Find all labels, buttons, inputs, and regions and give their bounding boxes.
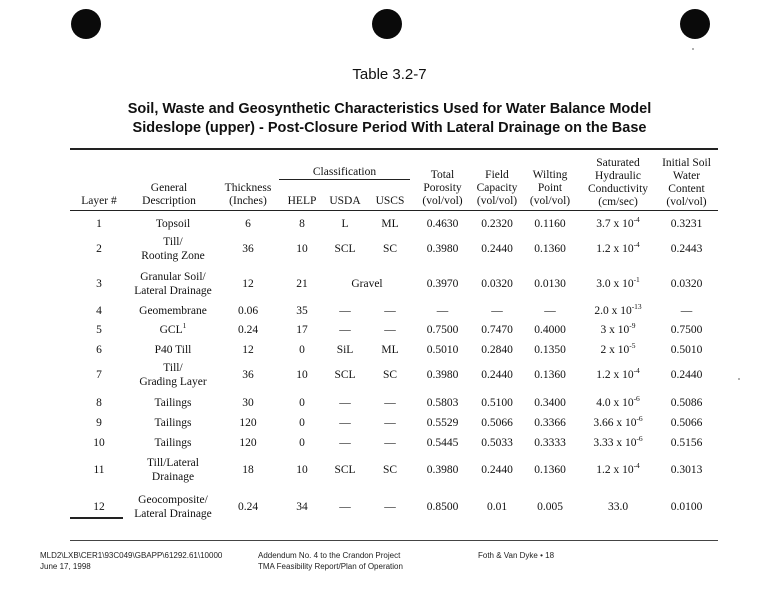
binder-hole xyxy=(71,9,101,39)
cell-thickness: 0.06 xyxy=(237,305,259,317)
cell-initial-water-content: 0.3013 xyxy=(670,464,703,476)
binder-hole xyxy=(372,9,402,39)
cell-thickness: 36 xyxy=(242,369,254,381)
cell-layer: 1 xyxy=(96,218,102,230)
table-row xyxy=(0,215,779,233)
cell-saturated-conductivity: 1.2 x $10^{-4}$ xyxy=(596,240,640,255)
cell-total-porosity: 0.4630 xyxy=(426,218,459,230)
binder-hole xyxy=(680,9,710,39)
footer-rule xyxy=(70,540,718,541)
cell-initial-water-content: 0.2443 xyxy=(670,243,703,255)
cell-uscs: ML xyxy=(381,344,399,356)
cell-initial-water-content: 0.2440 xyxy=(670,369,703,381)
cell-uscs: — xyxy=(384,397,396,409)
cell-uscs: SC xyxy=(382,369,398,381)
cell-field-capacity: — xyxy=(491,305,503,317)
cell-thickness: 18 xyxy=(242,464,254,476)
cell-wilting-point: 0.1360 xyxy=(534,369,566,381)
cell-thickness: 120 xyxy=(239,417,257,429)
cell-layer: 2 xyxy=(96,243,102,255)
header-general-description: General Description xyxy=(142,182,196,207)
cell-description: Tailings xyxy=(154,417,192,429)
cell-help: 10 xyxy=(296,243,308,255)
cell-layer: 11 xyxy=(93,464,105,476)
cell-uscs: SC xyxy=(382,243,398,255)
header-field-capacity: Field Capacity (vol/vol) xyxy=(476,169,518,207)
cell-field-capacity: 0.01 xyxy=(486,501,508,513)
cell-saturated-conductivity: 3.66 x $10^{-6}$ xyxy=(593,414,643,429)
cell-wilting-point: 0.1160 xyxy=(534,218,566,230)
cell-total-porosity: 0.5445 xyxy=(426,437,459,449)
cell-saturated-conductivity: 1.2 x $10^{-4}$ xyxy=(596,461,640,476)
cell-help: 10 xyxy=(296,369,308,381)
header-help: HELP xyxy=(287,195,317,207)
cell-total-porosity: 0.5529 xyxy=(426,417,459,429)
cell-saturated-conductivity: 3.7 x $10^{-4}$ xyxy=(596,215,640,230)
header-wilting-point: Wilting Point (vol/vol) xyxy=(529,169,571,207)
cell-wilting-point: 0.1360 xyxy=(534,464,566,476)
cell-initial-water-content: 0.5066 xyxy=(670,417,703,429)
footnote-marker: 1 xyxy=(182,321,187,331)
cell-help: 0 xyxy=(299,397,305,409)
cell-field-capacity: 0.2440 xyxy=(481,243,513,255)
footer-page-number: Foth & Van Dyke • 18 xyxy=(478,551,555,560)
table-title-line1: Soil, Waste and Geosynthetic Characteristics Used for Water Balance Model xyxy=(127,101,652,117)
cell-description: Geocomposite/ Lateral Drainage xyxy=(134,494,212,520)
cell-saturated-conductivity: 3.33 x $10^{-6}$ xyxy=(593,434,643,449)
cell-initial-water-content: 0.7500 xyxy=(670,324,703,336)
table-row xyxy=(0,341,779,359)
cell-description: Tailings xyxy=(154,397,192,409)
cell-description: Granular Soil/ Lateral Drainage xyxy=(134,271,212,297)
cell-total-porosity: 0.5803 xyxy=(426,397,459,409)
cell-saturated-conductivity: 2.0 x $10^{-13}$ xyxy=(594,302,642,317)
cell-wilting-point: 0.0130 xyxy=(534,278,566,290)
cell-usda: — xyxy=(339,305,351,317)
cell-help: 10 xyxy=(296,464,308,476)
cell-field-capacity: 0.5033 xyxy=(481,437,513,449)
cell-help: 34 xyxy=(296,501,308,513)
cell-uscs: — xyxy=(384,305,396,317)
footnote-rule xyxy=(70,517,123,519)
cell-help: 35 xyxy=(296,305,308,317)
cell-initial-water-content: 0.5010 xyxy=(670,344,703,356)
header-initial-soil-water-content: Initial Soil Water Content (vol/vol) xyxy=(662,157,711,208)
cell-field-capacity: 0.5100 xyxy=(481,397,513,409)
cell-uscs: — xyxy=(384,324,396,336)
cell-saturated-conductivity: 1.2 x $10^{-4}$ xyxy=(596,366,640,381)
cell-saturated-conductivity: 33.0 xyxy=(607,501,629,513)
cell-thickness: 0.24 xyxy=(237,501,259,513)
cell-help: 17 xyxy=(296,324,308,336)
cell-usda: SCL xyxy=(334,464,356,476)
cell-total-porosity: — xyxy=(436,305,449,317)
cell-usda: — xyxy=(339,437,351,449)
cell-layer: 5 xyxy=(96,324,102,336)
cell-saturated-conductivity: 4.0 x $10^{-6}$ xyxy=(596,394,640,409)
cell-usda-uscs: Gravel xyxy=(351,278,383,290)
cell-field-capacity: 0.0320 xyxy=(481,278,513,290)
header-thickness: Thickness (Inches) xyxy=(224,182,272,207)
cell-initial-water-content: 0.0320 xyxy=(670,278,703,290)
table-row xyxy=(0,433,779,453)
cell-total-porosity: 0.3980 xyxy=(426,369,459,381)
cell-wilting-point: 0.4000 xyxy=(534,324,566,336)
cell-description: Topsoil xyxy=(155,218,191,230)
cell-thickness: 12 xyxy=(242,278,254,290)
header-uscs: USCS xyxy=(375,195,405,207)
cell-uscs: — xyxy=(384,501,396,513)
cell-description: Till/ Grading Layer xyxy=(139,362,207,388)
table-row xyxy=(0,413,779,433)
cell-wilting-point: 0.3333 xyxy=(534,437,566,449)
cell-thickness: 120 xyxy=(239,437,257,449)
table-row xyxy=(0,302,779,320)
cell-usda: SCL xyxy=(334,369,356,381)
table-row xyxy=(0,453,779,487)
cell-usda: — xyxy=(339,397,351,409)
cell-wilting-point: 0.1350 xyxy=(534,344,566,356)
cell-layer: 10 xyxy=(93,437,105,449)
table-row xyxy=(0,360,779,390)
cell-layer: 4 xyxy=(96,305,102,317)
header-usda: USDA xyxy=(329,195,361,207)
cell-help: 0 xyxy=(299,437,305,449)
cell-thickness: 0.24 xyxy=(237,324,259,336)
cell-thickness: 6 xyxy=(245,218,251,230)
header-total-porosity: Total Porosity (vol/vol) xyxy=(422,169,463,207)
cell-wilting-point: 0.005 xyxy=(537,501,563,513)
cell-wilting-point: 0.3400 xyxy=(534,397,566,409)
cell-uscs: SC xyxy=(382,464,398,476)
table-row xyxy=(0,394,779,412)
cell-uscs: — xyxy=(384,417,396,429)
table-row xyxy=(0,490,779,524)
cell-uscs: — xyxy=(384,437,396,449)
cell-help: 0 xyxy=(299,417,305,429)
cell-wilting-point: 0.1360 xyxy=(534,243,566,255)
cell-field-capacity: 0.5066 xyxy=(481,417,513,429)
cell-saturated-conductivity: 3.0 x $10^{-1}$ xyxy=(596,275,640,290)
cell-description: Geomembrane xyxy=(139,305,207,317)
table-row xyxy=(0,236,779,262)
cell-wilting-point: 0.3366 xyxy=(534,417,566,429)
cell-help: 0 xyxy=(299,344,305,356)
cell-usda: SCL xyxy=(334,243,356,255)
cell-initial-water-content: 0.5156 xyxy=(670,437,703,449)
cell-usda: L xyxy=(341,218,349,230)
cell-uscs: ML xyxy=(381,218,399,230)
cell-thickness: 36 xyxy=(242,243,254,255)
table-row xyxy=(0,268,779,300)
table-top-rule xyxy=(70,148,718,150)
cell-wilting-point: — xyxy=(544,305,556,317)
cell-field-capacity: 0.7470 xyxy=(481,324,513,336)
cell-saturated-conductivity: 3 x $10^{-9}$ xyxy=(600,321,636,336)
cell-initial-water-content: 0.5086 xyxy=(670,397,703,409)
header-classification: Classification xyxy=(312,166,377,178)
cell-total-porosity: 0.8500 xyxy=(426,501,459,513)
cell-usda: — xyxy=(339,417,351,429)
cell-total-porosity: 0.7500 xyxy=(426,324,459,336)
cell-field-capacity: 0.2840 xyxy=(481,344,513,356)
cell-usda: SiL xyxy=(336,344,354,356)
cell-description: Tailings xyxy=(154,437,192,449)
cell-total-porosity: 0.3980 xyxy=(426,243,459,255)
cell-layer: 12 xyxy=(93,501,105,513)
table-row xyxy=(0,320,779,340)
header-bottom-rule xyxy=(70,210,718,211)
cell-description: P40 Till xyxy=(154,344,192,356)
cell-description: Till/Lateral Drainage xyxy=(147,457,199,483)
cell-layer: 6 xyxy=(96,344,102,356)
cell-field-capacity: 0.2440 xyxy=(481,464,513,476)
cell-thickness: 12 xyxy=(242,344,254,356)
table-number: Table 3.2-7 xyxy=(352,66,427,83)
footer-document-title: Addendum No. 4 to the Crandon Project TMA Feasibility Report/Plan of Operation xyxy=(258,551,403,571)
table-title-line2: Sideslope (upper) - Post-Closure Period With Lateral Drainage on the Base xyxy=(132,120,647,136)
cell-saturated-conductivity: 2 x $10^{-5}$ xyxy=(600,341,636,356)
header-saturated-hydraulic-conductivity: Saturated Hydraulic Conductivity (cm/sec) xyxy=(587,157,649,208)
cell-help: 21 xyxy=(296,278,308,290)
cell-thickness: 30 xyxy=(242,397,254,409)
cell-layer: 3 xyxy=(96,278,102,290)
cell-initial-water-content: 0.3231 xyxy=(670,218,703,230)
cell-layer: 7 xyxy=(96,369,102,381)
cell-help: 8 xyxy=(299,218,305,230)
scan-speck xyxy=(692,48,694,50)
cell-total-porosity: 0.3970 xyxy=(426,278,459,290)
cell-total-porosity: 0.3980 xyxy=(426,464,459,476)
header-layer: Layer # xyxy=(81,195,117,207)
cell-layer: 8 xyxy=(96,397,102,409)
cell-initial-water-content: 0.0100 xyxy=(670,501,703,513)
classification-underline xyxy=(279,179,410,180)
cell-field-capacity: 0.2440 xyxy=(481,369,513,381)
cell-layer: 9 xyxy=(96,417,102,429)
cell-initial-water-content: — xyxy=(680,305,693,317)
cell-field-capacity: 0.2320 xyxy=(481,218,513,230)
cell-description: Till/ Rooting Zone xyxy=(141,236,205,262)
cell-usda: — xyxy=(339,501,351,513)
cell-usda: — xyxy=(339,324,351,336)
cell-total-porosity: 0.5010 xyxy=(426,344,459,356)
cell-description: GCL$^1$ xyxy=(159,321,187,336)
footer-file-path: MLD2\LXB\CER1\93C049\GBAPP\61292.61\10000 June 17, 1998 xyxy=(40,551,223,571)
